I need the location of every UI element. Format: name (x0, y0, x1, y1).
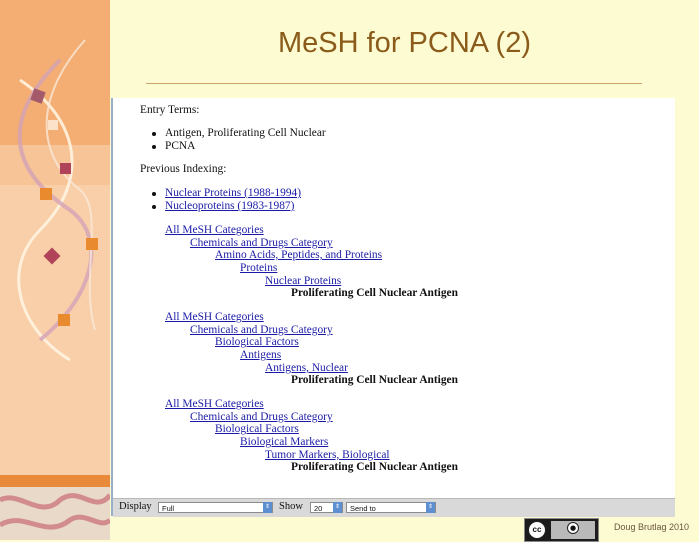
previous-indexing-link[interactable]: Nuclear Proteins (1988-1994) (165, 187, 302, 199)
tree-link-chemicals-drugs[interactable]: Chemicals and Drugs Category (190, 237, 333, 249)
entry-term-text: Antigen, Proliferating Cell Nuclear (165, 127, 326, 139)
display-select-value: Full (162, 504, 175, 513)
tree-link-all-mesh-categories[interactable]: All MeSH Categories (165, 398, 264, 410)
show-count-value: 20 (314, 504, 323, 513)
tree-link-chemicals-drugs[interactable]: Chemicals and Drugs Category (190, 324, 333, 336)
slide-author: Doug Brutlag 2010 (613, 522, 689, 532)
tree-link-biological-factors[interactable]: Biological Factors (215, 423, 299, 435)
tree-link-amino-acids[interactable]: Amino Acids, Peptides, and Proteins (215, 249, 383, 261)
mesh-page-screenshot (111, 98, 675, 516)
dna-helix-decoration (0, 0, 110, 540)
tree-link-nuclear-proteins[interactable]: Nuclear Proteins (265, 275, 342, 287)
display-select[interactable] (158, 502, 273, 513)
title-divider (146, 83, 642, 84)
tree-link-all-mesh-categories[interactable]: All MeSH Categories (165, 311, 264, 323)
tree-current-term: Proliferating Cell Nuclear Antigen (291, 287, 458, 299)
tree-link-all-mesh-categories[interactable]: All MeSH Categories (165, 224, 264, 236)
chevron-updown-icon: ⇕ (333, 502, 342, 513)
tree-current-term: Proliferating Cell Nuclear Antigen (291, 374, 458, 386)
entry-term-text: PCNA (165, 140, 196, 152)
tree-link-chemicals-drugs[interactable]: Chemicals and Drugs Category (190, 411, 333, 423)
previous-indexing-link[interactable]: Nucleoproteins (1983-1987) (165, 200, 295, 212)
entry-terms-label: Entry Terms: (140, 104, 200, 116)
tree-link-antigens-nuclear[interactable]: Antigens, Nuclear (265, 362, 348, 374)
tree-link-proteins[interactable]: Proteins (240, 262, 278, 274)
previous-indexing-label: Previous Indexing: (140, 163, 227, 175)
tree-link-tumor-markers[interactable]: Tumor Markers, Biological (265, 449, 390, 461)
tree-link-biological-markers[interactable]: Biological Markers (240, 436, 329, 448)
slide-title: MeSH for PCNA (2) (278, 27, 531, 59)
show-label: Show (279, 501, 303, 512)
person-icon: ● (567, 522, 579, 534)
tree-link-antigens[interactable]: Antigens (240, 349, 282, 361)
display-toolbar (113, 498, 675, 517)
mesh-record (113, 98, 675, 498)
tree-link-biological-factors[interactable]: Biological Factors (215, 336, 299, 348)
show-count-select[interactable] (310, 502, 343, 513)
chevron-updown-icon: ⇕ (426, 502, 435, 513)
creative-commons-badge (524, 518, 599, 542)
display-label: Display (119, 501, 152, 512)
tree-current-term: Proliferating Cell Nuclear Antigen (291, 461, 458, 473)
decorative-side-strip (0, 0, 110, 540)
send-to-value: Send to (350, 504, 376, 513)
cc-logo-icon: cc (528, 521, 546, 539)
chevron-updown-icon: ⇕ (263, 502, 272, 513)
send-to-select[interactable] (346, 502, 436, 513)
